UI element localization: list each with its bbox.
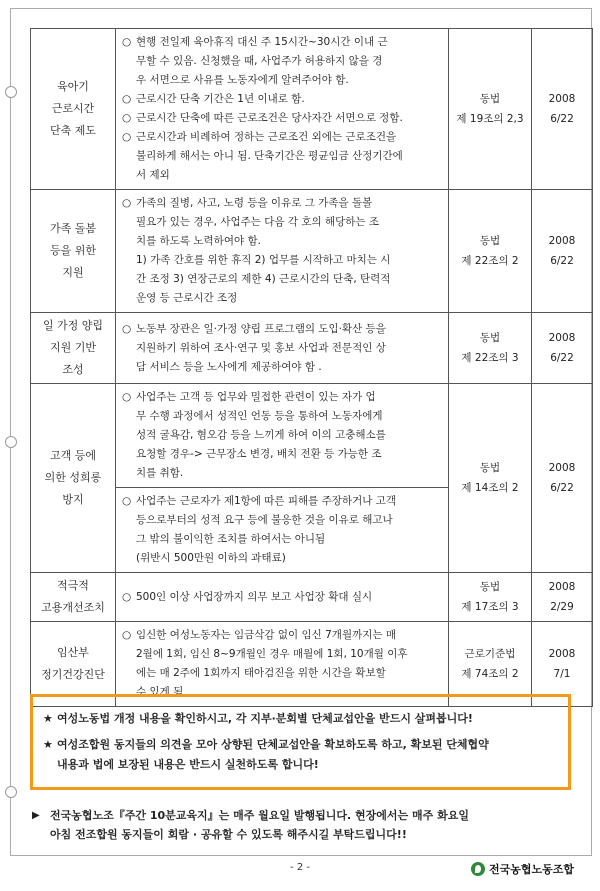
topic-line: 조성 [62,363,84,376]
content-cell [116,488,449,573]
text-line: 치를 하도록 노력하여야 함. [136,235,261,247]
article-line: 동법 [479,93,501,105]
article-line: 제 17조의 3 [461,601,519,613]
triangle-bullet-icon: ▶ [32,810,40,821]
topic-line: 일 가정 양립 [42,319,104,332]
article-line: 제 19조의 2,3 [456,113,524,125]
text-line: 근로시간과 비례하여 정하는 근로조건 외에는 근로조건을 [136,131,397,143]
circle-bullet-icon: ○ [122,93,132,105]
circle-bullet-icon: ○ [122,495,132,507]
date-cell [532,313,593,384]
circle-bullet-icon: ○ [122,112,132,124]
content-cell [116,29,449,190]
topic-line: 등을 위한 [49,244,96,257]
topic-line: 고객 등에 [49,449,96,462]
circle-bullet-icon: ○ [122,36,132,48]
article-line: 동법 [479,332,501,344]
text-line: 무 수행 과정에서 성적인 언동 등을 통하여 노동자에게 [136,410,383,422]
sub-item [122,251,442,308]
text-line: 치를 취함. [136,467,184,479]
star-icon: ★ [43,738,53,751]
date-line: 6/22 [550,352,574,364]
text-line: 우 서면으로 사유를 노동자에게 알려주어야 함. [136,74,349,86]
bullet-item [122,588,442,607]
footer-line: 전국농협노조『주간 10분교육지』는 매주 월요일 발행됩니다. 현장에서는 매주 화요일 [50,809,469,822]
article-line: 근로기준법 [464,648,516,660]
circle-bullet-icon: ○ [122,197,132,209]
bullet-item [122,320,442,377]
binder-hole [5,786,17,798]
text-line: 임신한 여성노동자는 임금삭감 없이 임신 7개월까지는 매 [136,629,396,641]
bullet-text [136,626,442,702]
topic-line: 고용개선조치 [41,601,105,614]
date-line: 7/1 [553,668,571,680]
bullet-item [122,388,442,483]
text-line: 에는 매 2주에 1회까지 태아검진을 위한 시간을 확보할 [136,667,386,679]
article-line: 제 14조의 2 [461,482,519,494]
topic-cell [31,190,116,313]
bullet-text [136,33,442,90]
date-line: 2/29 [550,601,574,613]
topic-cell [31,29,116,190]
text-line: 필요가 있는 경우, 사업주는 다음 각 호의 해당하는 조 [136,216,380,228]
text-line: 무할 수 있음. 신청했을 때, 사업주가 허용하지 않을 경 [136,55,383,67]
bullet-text [136,194,442,251]
topic-line: 임산부 [57,646,89,659]
date-line: 6/22 [550,255,574,267]
topic-cell [31,573,116,622]
text-line: 현행 전일제 육아휴직 대신 주 15시간~30시간 이내 근 [136,36,388,48]
article-line: 제 74조의 2 [461,668,519,680]
topic-cell [31,313,116,384]
text-line: 수 있게 됨 [136,686,184,698]
content-cell [116,573,449,622]
circle-bullet-icon: ○ [122,629,132,641]
circle-bullet-icon: ○ [122,322,132,335]
star-icon: ★ [43,712,53,725]
binder-hole [5,86,17,98]
table-row [31,573,593,622]
text-line: 서 제외 [136,169,170,181]
circle-bullet-icon: ○ [122,131,132,143]
bullet-item [122,128,442,185]
bullet-text [136,90,442,109]
table-row [31,313,593,384]
article-cell [449,313,532,384]
text-line: 가족의 질병, 사고, 노령 등을 이유로 그 가족을 돌볼 [136,197,373,209]
date-line: 2008 [548,235,576,247]
date-line: 2008 [548,648,576,660]
article-cell [449,573,532,622]
text-line: 운영 등 근로시간 조정 [136,292,238,304]
sub-item [122,549,442,568]
content-cell [116,313,449,384]
text-line: 성적 굴욕감, 혐오감 등을 느끼게 하여 이의 고충해소를 [136,429,386,441]
topic-line: 정기건강진단 [41,668,105,681]
date-line: 2008 [548,332,576,344]
bullet-text [136,128,442,185]
text-line: 여성조합원 동지들의 의견을 모아 상향된 단체교섭안을 확보하도록 하고, 확보된 단체협약 [57,738,489,751]
text-line: 노동부 장관은 일·가정 양립 프로그램의 도입·확산 등을 [136,322,386,335]
bullet-text [136,388,442,483]
bullet-text [136,492,442,549]
bullet-item [122,626,442,702]
notice-item [43,709,560,729]
date-cell [532,29,593,190]
text-line: 1) 가족 간호를 위한 휴직 2) 업무를 시작하고 마치는 시 [136,254,391,266]
article-line: 제 22조의 2 [461,255,519,267]
date-line: 2008 [548,462,576,474]
table-row [31,29,593,190]
topic-line: 육아기 [57,80,89,93]
footer-line: 아침 전조합원 동지들이 회람 · 공유할 수 있도록 해주시길 부탁드립니다!! [50,828,407,841]
article-line: 동법 [479,462,501,474]
date-line: 6/22 [550,113,574,125]
article-cell [449,29,532,190]
notice-text [57,735,560,775]
text-line: 2월에 1회, 임신 8~9개월인 경우 매월에 1회, 10개월 이후 [136,648,408,660]
bullet-text [136,588,442,607]
text-line: 지원하기 위하여 조사·연구 및 홍보 사업과 전문적인 상 [136,341,386,354]
date-line: 2008 [548,581,576,593]
text-line: 내용과 법에 보장된 내용은 반드시 실천하도록 합니다! [57,758,319,771]
bullet-item [122,194,442,251]
text-line: 여성노동법 개정 내용을 확인하시고, 각 지부·분회별 단체교섭안을 반드시 살펴봅니다! [57,712,473,725]
text-line: 근로시간 단축 기간은 1년 이내로 함. [136,93,305,105]
text-line: 사업주는 고객 등 업무와 밀접한 관련이 있는 자가 업 [136,391,376,403]
date-line: 6/22 [550,482,574,494]
bullet-text [136,320,442,377]
topic-line: 적극적 [57,579,89,592]
circle-bullet-icon: ○ [122,590,132,603]
content-cell [116,190,449,313]
binder-hole [5,436,17,448]
topic-line: 지원 [62,266,84,279]
topic-line: 방지 [62,493,84,506]
topic-cell [31,384,116,573]
bullet-item [122,109,442,128]
text-line: 그 밖의 불이익한 조치를 하여서는 아니됨 [136,533,326,545]
article-line: 제 22조의 3 [461,352,519,364]
date-cell [532,190,593,313]
date-line: 2008 [548,93,576,105]
topic-line: 근로시간 [51,102,95,115]
table-row [31,190,593,313]
circle-bullet-icon: ○ [122,391,132,403]
article-cell [449,190,532,313]
text-line: 사업주는 근로자가 제1항에 따른 피해를 주장하거나 고객 [136,495,396,507]
notice-text [57,709,560,729]
topic-line: 지원 기반 [49,341,96,354]
table-row [31,384,593,488]
bullet-item [122,492,442,549]
text-line: 간 조정 3) 연장근로의 제한 4) 근로시간의 단축, 탄력적 [136,273,391,285]
date-cell [532,573,593,622]
union-logo-icon [471,862,485,876]
text-line: 근로시간 단축에 따른 근로조건은 당사자간 서면으로 정함. [136,112,403,124]
article-line: 동법 [479,581,501,593]
text-line: 500인 이상 사업장까지 의무 보고 사업장 확대 실시 [136,590,373,603]
bullet-text [136,109,442,128]
date-cell [532,384,593,573]
bullet-item [122,90,442,109]
org-logo [471,861,574,877]
text-line: 담 서비스 등을 노사에게 제공하여야 함 . [136,360,322,373]
article-line: 동법 [479,235,501,247]
bullet-item [122,33,442,90]
content-cell [116,384,449,488]
org-name: 전국농협노동조합 [488,863,574,876]
footer-note [32,806,572,844]
notice-item [43,735,560,775]
text-line: 요청할 경우-> 근무장소 변경, 배치 전환 등 가능한 조 [136,448,382,460]
topic-line: 단축 제도 [49,124,96,137]
law-revision-table [30,28,593,707]
topic-line: 가족 돌봄 [49,222,96,235]
notice-box [30,694,571,790]
text-line: 불리하게 해서는 아니 됨. 단축기간은 평균임금 산정기간에 [136,150,403,162]
topic-line: 의한 성희롱 [44,471,102,484]
text-line: 등으로부터의 성적 요구 등에 불응한 것을 이유로 해고나 [136,514,393,526]
article-cell [449,384,532,573]
page-number: - 2 - [290,862,310,873]
text-line: (위반시 500만원 이하의 과태료) [136,552,286,564]
